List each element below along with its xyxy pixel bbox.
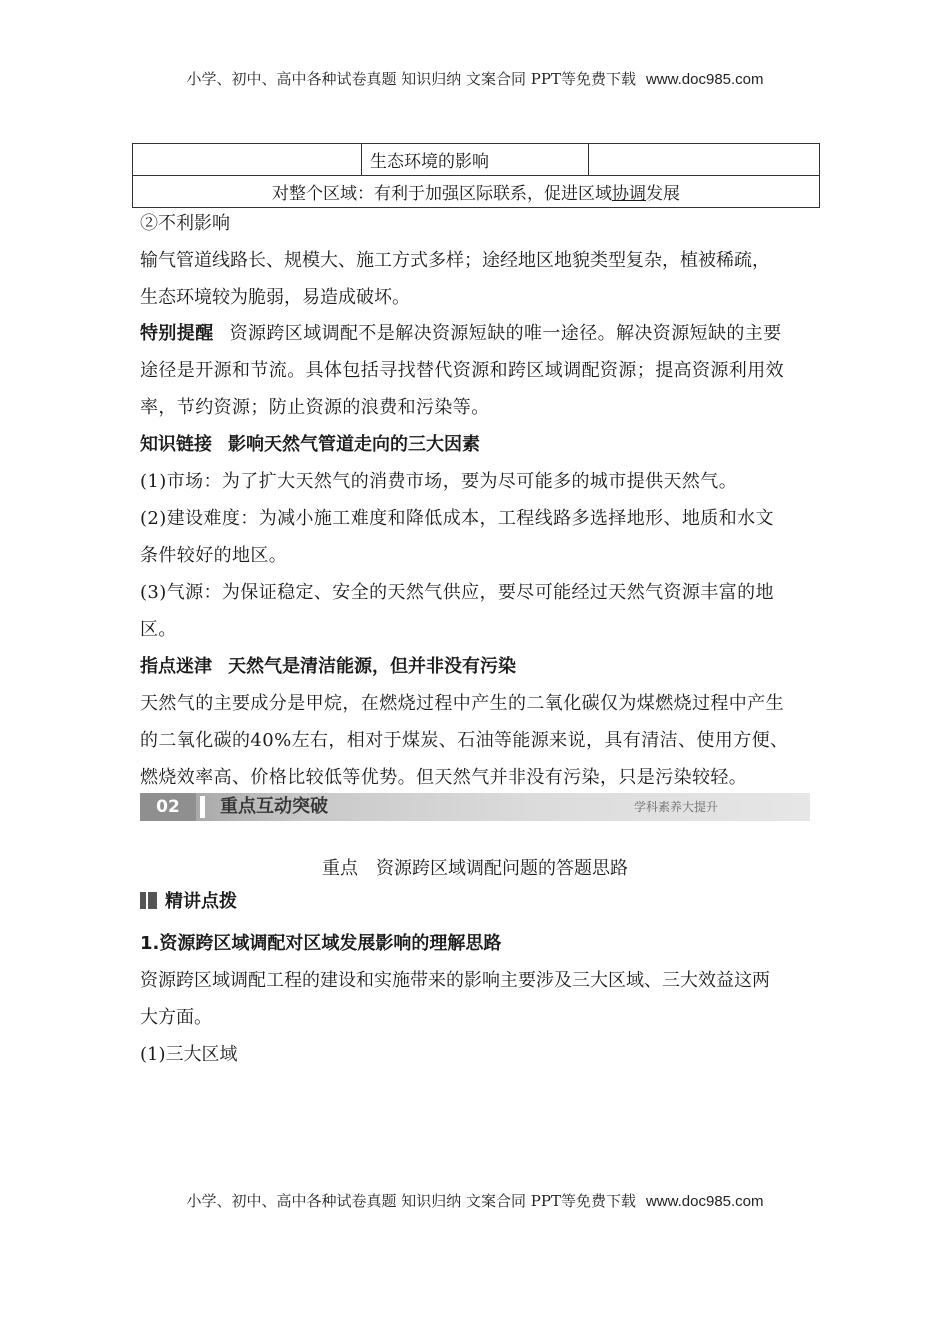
banner-subtitle: 学科素养大提升: [633, 800, 718, 814]
table-cell: [133, 144, 362, 176]
table-cell: 生态环境的影响: [362, 144, 589, 176]
item1-title: 1.资源跨区域调配对区域发展影响的理解思路: [140, 933, 502, 954]
banner-divider: [200, 796, 205, 818]
footer-text: 小学、初中、高中各种试卷真题 知识归纳 文案合同 PPT等免费下载: [186, 1192, 636, 1210]
link-title: 影响天然气管道走向的三大因素: [228, 434, 480, 455]
table-row: [133, 176, 820, 208]
paragraph-line: 输气管道线路长、规模大、施工方式多样；途经地区地貌类型复杂，植被稀疏，: [140, 250, 770, 271]
key-point-label: 重点: [322, 858, 358, 879]
misconception-title: 天然气是清洁能源，但并非没有污染: [228, 656, 516, 677]
key-point-heading: [0, 855, 950, 883]
adverse-impact-block: [140, 205, 812, 316]
paragraph-line: 天然气的主要成分是甲烷，在燃烧过程中产生的二氧化碳仅为煤燃烧过程中产生: [140, 693, 784, 714]
list-item: (2)建设难度：为减小施工难度和降低成本，工程线路多选择地形、地质和水文: [140, 508, 774, 529]
paragraph-line: 的二氧化碳的40%左右，相对于煤炭、石油等能源来说，具有清洁、使用方便、: [140, 730, 789, 751]
region-impact-text: 对整个区域：有利于加强区际联系，促进区域: [272, 184, 612, 204]
table-cell-region-impact: [133, 176, 820, 208]
knowledge-link-block: [140, 426, 812, 648]
special-reminder-block: [140, 315, 812, 426]
section-heading: [140, 888, 237, 916]
table-cell: [589, 144, 820, 176]
paragraph-line: 率，节约资源；防止资源的浪费和污染等。: [140, 397, 490, 418]
list-item: (3)气源：为保证稳定、安全的天然气供应，要尽可能经过天然气资源丰富的地: [140, 582, 774, 603]
adverse-title: ②不利影响: [140, 213, 230, 234]
reminder-label: 特别提醒: [140, 323, 214, 344]
section-title: 精讲点拨: [165, 891, 237, 912]
list-item-cont: 区。: [140, 619, 177, 640]
banner-title: 重点互动突破: [220, 796, 328, 817]
header-url[interactable]: www.doc985.com: [645, 71, 764, 88]
section-marker-icon: [140, 892, 157, 909]
paragraph-line: 途径是开源和节流。具体包括寻找替代资源和跨区域调配资源；提高资源利用效: [140, 360, 784, 381]
item1-block: [140, 925, 812, 1073]
paragraph-line: 燃烧效率高、价格比较低等优势。但天然气并非没有污染，只是污染较轻。: [140, 767, 748, 788]
underlined-term: 协调: [612, 184, 646, 204]
link-label: 知识链接: [140, 434, 212, 455]
paragraph-line: 生态环境较为脆弱，易造成破坏。: [140, 287, 410, 308]
paragraph-line: 大方面。: [140, 1007, 212, 1028]
table-row: [133, 144, 820, 176]
list-item-cont: 条件较好的地区。: [140, 545, 288, 566]
footer-url[interactable]: www.doc985.com: [645, 1193, 764, 1210]
key-point-title: 资源跨区域调配问题的答题思路: [376, 858, 628, 879]
page-header: [0, 68, 950, 89]
sub-heading: (1)三大区域: [140, 1044, 238, 1065]
section-banner: [140, 793, 810, 821]
misconception-label: 指点迷津: [140, 656, 212, 677]
paragraph-line: 资源跨区域调配工程的建设和实施带来的影响主要涉及三大区域、三大效益这两: [140, 970, 770, 991]
paragraph-line: 资源跨区域调配不是解决资源短缺的唯一途径。解决资源短缺的主要: [229, 323, 782, 344]
banner-number: 02: [140, 793, 196, 821]
list-item: (1)市场：为了扩大天然气的消费市场，要为尽可能多的城市提供天然气。: [140, 471, 738, 492]
header-text: 小学、初中、高中各种试卷真题 知识归纳 文案合同 PPT等免费下载: [186, 70, 636, 88]
misconception-block: [140, 648, 812, 796]
region-impact-end: 发展: [646, 184, 680, 204]
impact-table-fragment: [132, 143, 820, 208]
page-footer: [0, 1190, 950, 1211]
